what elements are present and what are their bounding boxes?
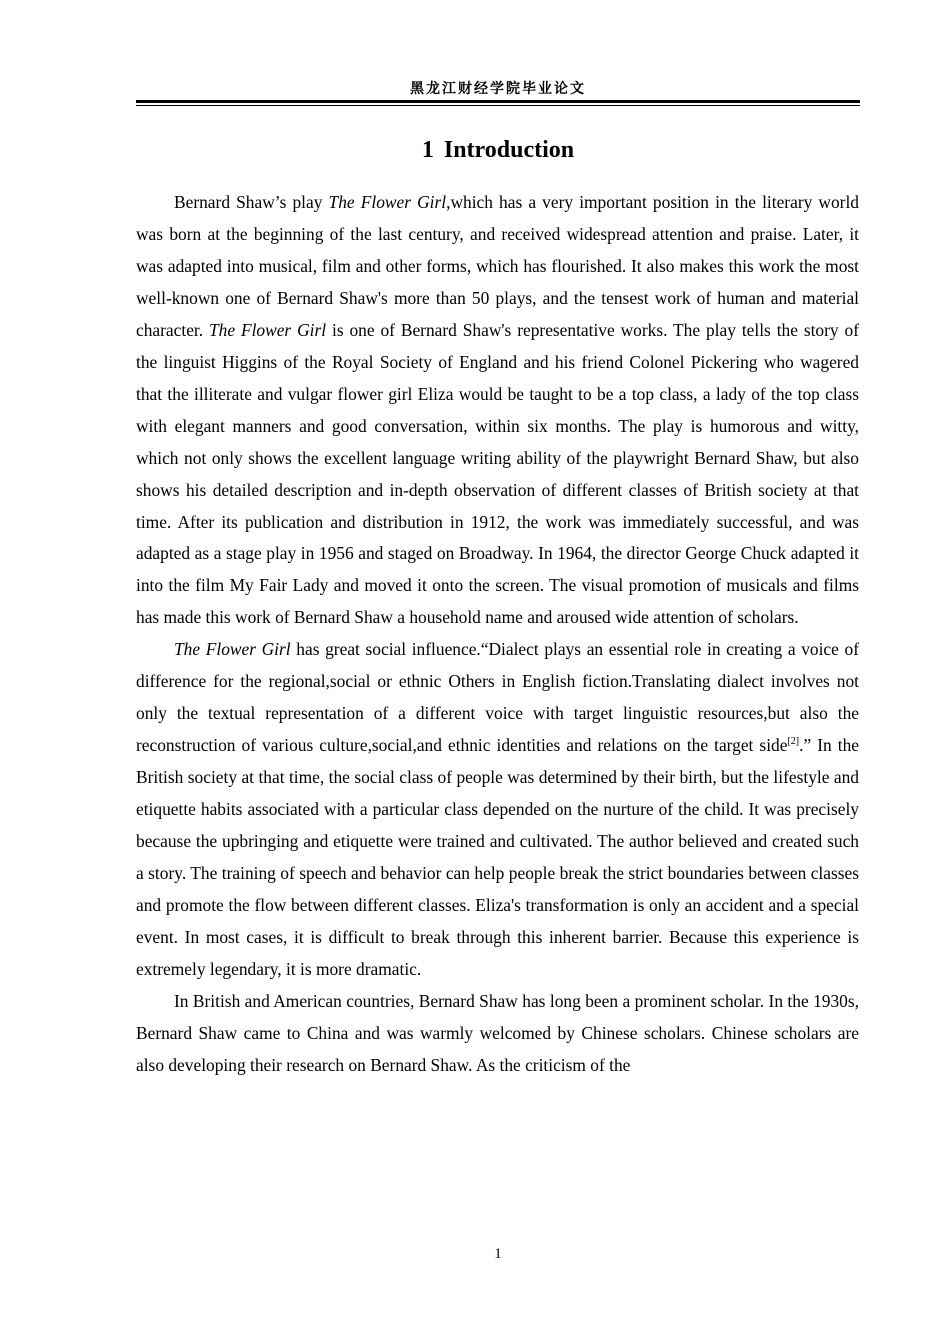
- paragraph-1-text-c: is one of Bernard Shaw's representative works. The play tells the story of the linguist Higgins of the Royal Society of England and his friend Colonel Pickering who wagered that the illiterate and vulgar flower girl Eliza would be taught to be a top class, a lady of the top class with elegant manners and good conversation, within six months. The play is humorous and witty, which not only shows the excellent language writing ability of the playwright Bernard Shaw, but also shows his detailed description and in-depth observation of different classes of British society at that time. After its publication and distribution in 1912, the work was immediately successful, and was adapted as a stage play in 1956 and staged on Broadway. In 1964, the director George Chuck adapted it into the film My Fair Lady and moved it onto the screen. The visual promotion of musicals and films has made this work of Bernard Shaw a household name and aroused wide attention of scholars.: [136, 319, 859, 628]
- paragraph-1-play-title: The Flower Girl: [328, 192, 447, 212]
- paragraph-2-text-b: .” In the British society at that time, the social class of people was determined by their birth, but the lifestyle and etiquette habits associated with a particular class depended on the nurture of the child. It was precisely because the upbringing and etiquette were trained and cultivated. The author believed and created such a story. The training of speech and behavior can help people break the strict boundaries between classes and promote the flow between different classes. Eliza's transformation is only an accident and a special event. In most cases, it is difficult to break through this inherent barrier. Because this experience is extremely legendary, it is more dramatic.: [136, 735, 860, 979]
- paragraph-1-play-title-2: The Flower Girl: [208, 319, 327, 340]
- paragraph-1-text-a: Bernard Shaw’s play: [174, 192, 329, 212]
- citation-reference: [2]: [787, 736, 800, 748]
- header-rule-thin: [136, 105, 860, 106]
- running-header: 黑龙江财经学院毕业论文: [410, 81, 586, 97]
- paragraph-2: [136, 634, 859, 985]
- paragraph-3-text: In British and American countries, Bernard Shaw has long been a prominent scholar. In the 1930s, Bernard Shaw came to China and was warmly welcomed by Chinese scholars. Chinese scholars are also developing their research on Bernard Shaw. As the criticism of the: [136, 990, 859, 1075]
- paragraph-2-play-title: The Flower Girl: [174, 639, 291, 660]
- paragraph-1: [136, 187, 859, 634]
- paragraph-3: [136, 986, 859, 1082]
- section-title: [136, 134, 860, 166]
- section-title-text: Introduction: [443, 137, 575, 163]
- header-rule-thick: [136, 100, 860, 103]
- page-number: 1: [494, 1246, 502, 1262]
- paragraph-2-text-a: has great social influence.“Dialect plays an essential role in creating a voice of difference for the regional,social or ethnic Others in English fiction.Translating dialect involves not only the textual representation of a different voice with target linguistic resources,but also the reconstruction of various culture,social,and ethnic identities and relations on the target side: [136, 639, 859, 756]
- body-text: [136, 187, 859, 1082]
- paragraph-1-text-b: ,which has a very important position in the literary world was born at the beginning of the last century, and received widespread attention and praise. Later, it was adapted into musical, film and other forms, which has flourished. It also makes this work the most well-known one of Bernard Shaw's more than 50 plays, and the tensest work of human and material character.: [136, 192, 859, 340]
- section-number: 1: [421, 137, 434, 163]
